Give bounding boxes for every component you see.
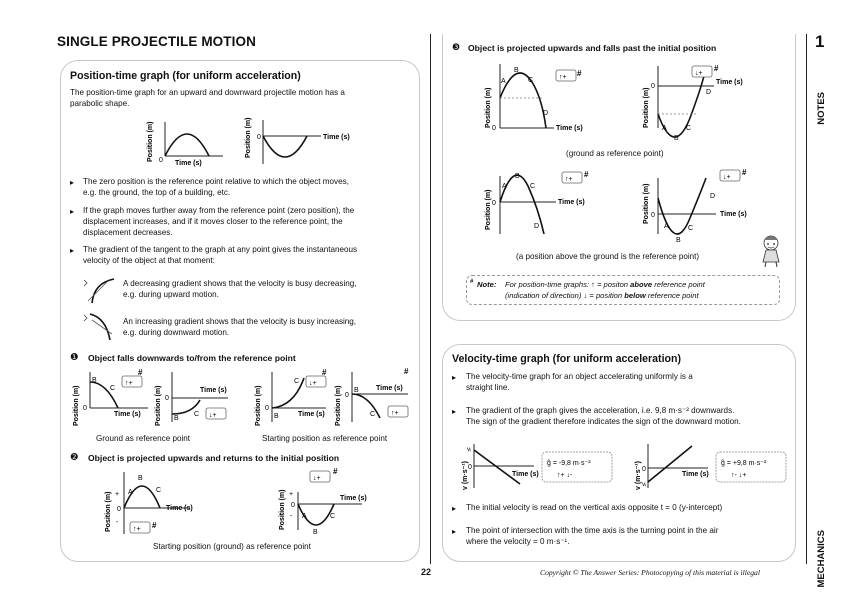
note-box	[466, 275, 780, 305]
direction-signs: ↑+ ↓-	[557, 472, 573, 479]
hash-mark: #	[584, 170, 589, 179]
caption-above-reference: (a position above the ground is the reference point)	[516, 252, 700, 261]
intro-line-2: parabolic shape.	[70, 99, 130, 108]
note-text: reference point	[645, 291, 699, 300]
position-time-title: Position-time graph (for uniform acceleration)	[70, 70, 301, 82]
origin-label: 0	[265, 405, 269, 412]
point-label: B	[174, 415, 179, 422]
point-label: B	[274, 413, 279, 420]
sign-label: +	[115, 491, 120, 498]
bullet-1-line-2: e.g. the ground, the top of a building, etc.	[83, 188, 231, 197]
point-label: D	[543, 110, 549, 117]
hash-mark: #	[714, 64, 719, 73]
point-label: C	[686, 125, 692, 132]
point-label: D	[710, 193, 716, 200]
point-label: C	[688, 225, 694, 232]
direction-box: ↓+	[209, 412, 217, 419]
case-3-graph-3	[485, 170, 589, 234]
vi-label: vᵢ	[467, 446, 472, 453]
page-title: SINGLE PROJECTILE MOTION	[57, 34, 256, 49]
point-label: C	[110, 385, 116, 392]
case-1-marker: ❶	[70, 352, 79, 363]
column-divider	[430, 34, 431, 564]
axis-label: Time (s)	[376, 385, 403, 392]
hash-mark: #	[138, 368, 143, 377]
sub-bullet-1-line-2: e.g. during upward motion.	[123, 290, 219, 299]
case-3-graph-1	[485, 64, 583, 132]
case-2-graph-up	[105, 472, 193, 534]
case-2-graphs	[100, 466, 367, 542]
point-label: B	[138, 475, 143, 482]
bullet-marker: ▸	[452, 504, 457, 513]
axis-label: Position (m)	[643, 87, 650, 128]
case-1-graph-b	[155, 372, 228, 426]
point-label: D	[534, 223, 540, 230]
axis-label: Position (m)	[255, 385, 262, 426]
point-label: B	[354, 387, 359, 394]
point-label: D	[706, 89, 712, 96]
case-3-graph-4	[643, 168, 747, 244]
copyright-notice: Copyright © The Answer Series: Photocopying of this material is illegal	[540, 568, 760, 577]
acceleration-formula: g̃ = -9,8 m·s⁻²	[547, 460, 591, 467]
sub-bullet-2-line-1: An increasing gradient shows that the velocity is busy increasing,	[123, 317, 357, 326]
point-label: B	[514, 67, 519, 74]
direction-box: ↑+	[559, 74, 567, 81]
note-label: Note:	[477, 280, 497, 289]
axis-label: Time (s)	[720, 211, 747, 218]
hash-mark: #	[404, 367, 409, 376]
velocity-time-graphs	[456, 438, 790, 494]
point-label: C	[370, 411, 376, 418]
origin-label: 0	[468, 464, 472, 471]
case-1-graph-a	[73, 368, 148, 426]
origin-label: 0	[83, 405, 87, 412]
bullet-marker: ▸	[452, 373, 457, 382]
vt-bullet-4-line-2: where the velocity = 0 m·s⁻¹.	[466, 537, 570, 546]
hash-mark: #	[577, 69, 582, 78]
point-label: A	[664, 223, 669, 230]
origin-label: 0	[492, 200, 496, 207]
note-emphasis: above	[630, 280, 653, 289]
note-text: reference point	[652, 280, 705, 289]
note-text: (indication of direction) ↓ = position	[505, 291, 625, 300]
caption-ground-reference: (ground as reference point)	[566, 149, 664, 158]
case-3-graph-2	[643, 64, 743, 142]
case-1-title: Object falls downwards to/from the reference point	[88, 353, 296, 363]
vt-bullet-1-line-2: straight line.	[466, 383, 510, 392]
intro-line-1: The position-time graph for an upward and downward projectile motion has a	[70, 88, 345, 97]
sidebar-subject-label: MECHANICS	[816, 530, 827, 588]
vt-bullet-1-line-1: The velocity-time graph for an object accelerating uniformly is a	[466, 372, 693, 381]
point-label: C	[530, 183, 536, 190]
increasing-gradient-icon	[80, 310, 118, 342]
bullet-marker: ▸	[70, 207, 75, 216]
intro-graph-up	[147, 122, 223, 167]
point-label: A	[502, 183, 507, 190]
axis-label: Time (s)	[298, 411, 325, 418]
vt-graph-decreasing	[462, 444, 612, 490]
direction-signs: ↑- ↓+	[731, 472, 747, 479]
vt-graph-increasing	[635, 444, 786, 490]
axis-label: Time (s)	[323, 134, 350, 141]
point-label: C	[528, 77, 534, 84]
vt-bullet-2-line-2: The sign of the gradient therefore indicates the sign of the downward motion.	[466, 417, 741, 426]
sub-bullet-2-line-2: e.g. during downward motion.	[123, 328, 230, 337]
point-label: A	[662, 125, 667, 132]
hash-mark: #	[470, 279, 474, 285]
origin-label: 0	[117, 506, 121, 513]
axis-label: v (m·s⁻¹)	[462, 461, 469, 490]
case-2-marker: ❷	[70, 452, 79, 463]
bullet-2-line-3: displacement decreases.	[83, 228, 173, 237]
point-label: B	[676, 237, 681, 244]
note-text: For position-time graphs: ↑ = positon	[505, 280, 631, 289]
point-label: C	[330, 513, 336, 520]
hash-mark: #	[742, 168, 747, 177]
case-3-marker: ❸	[452, 42, 461, 52]
sub-bullet-1-line-1: A decreasing gradient shows that the velocity is busy decreasing,	[123, 279, 357, 288]
note-line-2	[505, 290, 699, 301]
bullet-3-line-2: velocity of the object at that moment:	[83, 256, 215, 265]
point-label: A	[128, 489, 133, 496]
origin-label: 0	[165, 395, 169, 402]
bullet-3-line-1: The gradient of the tangent to the graph at any point gives the instantaneous	[83, 245, 358, 254]
case-1-caption-b: Starting position as reference point	[262, 434, 388, 443]
sign-label: -	[290, 513, 293, 520]
hash-mark: #	[333, 467, 338, 476]
bullet-2-line-1: If the graph moves further away from the reference point (zero position), the	[83, 206, 355, 215]
bullet-marker: ▸	[452, 407, 457, 416]
axis-label: Time (s)	[166, 505, 193, 512]
axis-label: Time (s)	[512, 471, 539, 478]
origin-label: 0	[345, 392, 349, 399]
point-label: C	[194, 411, 200, 418]
sidebar-notes-label: NOTES	[816, 92, 827, 125]
mascot-illustration	[756, 232, 786, 268]
direction-box: ↑+	[133, 526, 141, 533]
point-label: C	[156, 487, 162, 494]
direction-box: ↑+	[565, 176, 573, 183]
case-2-graph-down	[279, 467, 367, 536]
bullet-marker: ▸	[452, 527, 457, 536]
axis-label: Time (s)	[716, 79, 743, 86]
axis-label: Time (s)	[682, 471, 709, 478]
origin-label: 0	[159, 157, 163, 164]
axis-label: Position (m)	[485, 189, 492, 230]
note-emphasis: below	[624, 291, 646, 300]
axis-label: Position (m)	[643, 183, 650, 224]
direction-box: ↑+	[125, 380, 133, 387]
origin-label: 0	[651, 212, 655, 219]
page-number: 22	[421, 567, 432, 577]
origin-label: 0	[651, 83, 655, 90]
acceleration-formula: g̃ = +9,8 m·s⁻²	[721, 460, 767, 467]
bullet-2-line-2: displacement increases, and if it moves closer to the reference point, the	[83, 217, 343, 226]
point-label: C	[294, 378, 300, 385]
case-2-caption: Starting position (ground) as reference point	[153, 542, 311, 551]
axis-label: Position (m)	[279, 489, 286, 530]
axis-label: Position (m)	[73, 385, 80, 426]
axis-label: Position (m)	[335, 385, 342, 426]
axis-label: Time (s)	[175, 160, 202, 167]
axis-label: Time (s)	[558, 199, 585, 206]
case-1-graph-c	[255, 368, 327, 426]
sign-label: -	[116, 519, 119, 526]
bullet-marker: ▸	[70, 178, 75, 187]
axis-label: Position (m)	[147, 121, 154, 162]
case-3-title: Object is projected upwards and falls past the initial position	[468, 43, 717, 53]
direction-box: ↓+	[309, 380, 317, 387]
axis-label: Time (s)	[556, 125, 583, 132]
point-label: B	[515, 173, 520, 180]
axis-label: v (m·s⁻¹)	[635, 461, 642, 490]
origin-label: 0	[291, 502, 295, 509]
vt-bullet-3-line-1: The initial velocity is read on the vertical axis opposite t = 0 (y-intercept)	[466, 503, 723, 512]
intro-graphs	[143, 118, 373, 170]
case-1-caption-a: Ground as reference point	[96, 434, 191, 443]
axis-label: Position (m)	[485, 87, 492, 128]
point-label: B	[674, 135, 679, 142]
origin-label: 0	[642, 466, 646, 473]
vt-bullet-2-line-1: The gradient of the graph gives the acceleration, i.e. 9,8 m·s⁻² downwards.	[466, 406, 735, 415]
point-label: B	[313, 529, 318, 536]
point-label: A	[501, 78, 506, 85]
point-label: A	[302, 513, 307, 520]
direction-box: ↓+	[313, 475, 321, 482]
sidebar	[806, 32, 837, 588]
point-label: B	[92, 377, 97, 384]
case-1-graph-d	[335, 367, 409, 426]
direction-box: ↑+	[391, 410, 399, 417]
axis-label: Position (m)	[105, 491, 112, 532]
case-2-title: Object is projected upwards and returns to the initial position	[88, 453, 340, 463]
axis-label: Time (s)	[114, 411, 141, 418]
origin-label: 0	[257, 134, 261, 141]
vt-bullet-4-line-1: The point of intersection with the time axis is the turning point in the air	[466, 526, 719, 535]
direction-box: ↓+	[723, 174, 731, 181]
axis-label: Position (m)	[245, 117, 252, 158]
hash-mark: #	[152, 521, 157, 530]
case-1-graphs	[68, 366, 413, 434]
velocity-time-title: Velocity-time graph (for uniform acceleration)	[452, 353, 681, 365]
bullet-1-line-1: The zero position is the reference point relative to which the object moves,	[83, 177, 349, 186]
axis-label: Time (s)	[200, 387, 227, 394]
chapter-number: 1	[815, 32, 825, 51]
sign-label: +	[289, 491, 294, 498]
axis-label: Time (s)	[340, 495, 367, 502]
intro-graph-down	[245, 118, 350, 164]
bullet-marker: ▸	[70, 246, 75, 255]
hash-mark: #	[322, 368, 327, 377]
origin-label: 0	[492, 125, 496, 132]
decreasing-gradient-icon	[80, 275, 118, 305]
note-line-1	[505, 279, 705, 290]
axis-label: Position (m)	[155, 385, 162, 426]
direction-box: ↓+	[695, 70, 703, 77]
vi-label: vᵢ	[642, 481, 647, 488]
